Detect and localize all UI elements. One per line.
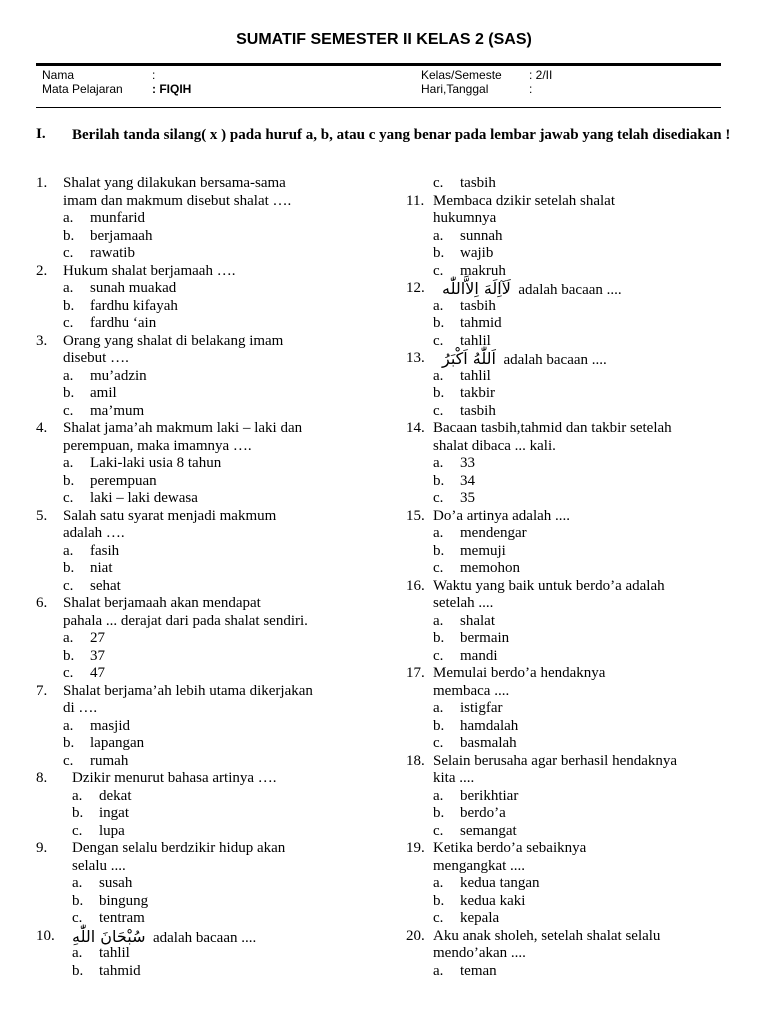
answer-option xyxy=(36,543,376,561)
option-letter: a. xyxy=(72,945,83,961)
option-text: bingung xyxy=(99,892,149,909)
question-number: 14. xyxy=(406,420,425,436)
question-line xyxy=(36,700,376,718)
mapel-value: : FIQIH xyxy=(152,82,192,96)
option-text: tasbih xyxy=(460,297,496,314)
option-text: masjid xyxy=(90,717,130,734)
option-text: tasbih xyxy=(460,402,496,419)
question-item xyxy=(36,683,376,701)
question-line xyxy=(36,525,376,543)
option-text: hamdalah xyxy=(460,717,519,734)
answer-option xyxy=(406,298,736,316)
question-item xyxy=(36,420,376,438)
question-text-continued: perempuan, maka imamnya …. xyxy=(63,437,252,454)
option-letter: a. xyxy=(433,875,444,891)
option-letter: c. xyxy=(433,822,444,839)
question-text: Dzikir menurut bahasa artinya …. xyxy=(72,770,277,786)
option-letter: c. xyxy=(63,490,74,506)
answer-option xyxy=(406,490,736,508)
section-number: I. xyxy=(36,126,46,142)
option-text: Laki-laki usia 8 tahun xyxy=(90,455,222,471)
question-line xyxy=(406,438,736,456)
option-text: memohon xyxy=(460,560,520,576)
question-text: Shalat yang dilakukan bersama-sama xyxy=(63,175,286,191)
question-text-continued: di …. xyxy=(63,700,98,716)
option-text: rumah xyxy=(90,752,129,769)
questions-left-column xyxy=(36,175,376,980)
option-letter: b. xyxy=(72,805,84,821)
option-letter: c. xyxy=(433,560,444,576)
option-letter: a. xyxy=(63,210,74,226)
answer-option xyxy=(406,245,736,263)
question-text: Memulai berdo’a hendaknya xyxy=(433,665,606,681)
answer-option xyxy=(406,385,736,403)
question-item xyxy=(406,665,736,683)
question-text-continued: imam dan makmum disebut shalat …. xyxy=(63,192,292,209)
option-text: fardhu ‘ain xyxy=(90,315,157,331)
option-letter: b. xyxy=(433,472,445,489)
option-letter: b. xyxy=(63,560,75,576)
question-item xyxy=(406,753,736,771)
question-text-suffix: adalah bacaan .... xyxy=(518,282,622,298)
option-letter: c. xyxy=(72,822,83,839)
option-text: bermain xyxy=(460,630,510,646)
answer-option xyxy=(406,735,736,753)
question-text-continued: membaca .... xyxy=(433,682,510,699)
option-letter: a. xyxy=(72,787,83,804)
answer-option xyxy=(36,578,376,596)
question-text-suffix: adalah bacaan .... xyxy=(152,929,257,946)
option-text: sehat xyxy=(90,577,121,594)
option-text: tahlil xyxy=(460,367,491,384)
question-number: 13. xyxy=(406,350,425,366)
answer-option xyxy=(406,560,736,578)
option-letter: a. xyxy=(433,367,444,384)
option-letter: c. xyxy=(433,647,444,664)
option-text: perempuan xyxy=(90,472,157,489)
answer-option xyxy=(36,910,376,928)
question-text-continued: mengangkat .... xyxy=(433,857,526,874)
question-line xyxy=(36,193,376,211)
option-letter: a. xyxy=(433,297,444,314)
answer-option xyxy=(406,875,736,893)
nama-value: : xyxy=(152,68,156,82)
option-letter: c. xyxy=(63,402,74,419)
question-number: 2. xyxy=(36,262,48,279)
answer-option xyxy=(406,788,736,806)
question-text-continued: disebut …. xyxy=(63,350,129,366)
question-item xyxy=(406,350,736,368)
question-number: 10. xyxy=(36,927,55,944)
option-letter: b. xyxy=(433,315,445,331)
option-text: 47 xyxy=(90,665,105,681)
question-text-continued: mendo’akan .... xyxy=(433,945,526,961)
answer-option xyxy=(406,315,736,333)
answer-option xyxy=(36,403,376,421)
question-text-continued: adalah …. xyxy=(63,525,125,541)
page-title: SUMATIF SEMESTER II KELAS 2 (SAS) xyxy=(236,31,532,48)
option-letter: b. xyxy=(433,542,445,559)
answer-option xyxy=(36,665,376,683)
answer-option xyxy=(36,280,376,298)
question-line xyxy=(406,595,736,613)
option-text: fardhu kifayah xyxy=(90,297,178,314)
answer-option xyxy=(36,963,376,981)
option-letter: c. xyxy=(63,245,74,261)
question-number: 17. xyxy=(406,665,425,681)
question-text-continued: pahala ... derajat dari pada shalat sendiri. xyxy=(63,612,308,629)
option-text: amil xyxy=(90,385,117,401)
question-text: Waktu yang baik untuk berdo’a adalah xyxy=(433,577,665,594)
option-letter: a. xyxy=(63,280,74,296)
option-letter: c. xyxy=(433,910,444,926)
option-letter: a. xyxy=(63,717,74,734)
question-line xyxy=(406,770,736,788)
question-text: Hukum shalat berjamaah …. xyxy=(63,262,236,279)
option-letter: b. xyxy=(72,962,84,979)
option-text: ma’mum xyxy=(90,402,145,419)
option-letter: c. xyxy=(63,315,74,331)
option-text: fasih xyxy=(90,542,120,559)
question-item xyxy=(36,770,376,788)
option-text: ingat xyxy=(99,805,129,821)
question-item xyxy=(406,420,736,438)
option-letter: a. xyxy=(433,962,444,979)
option-letter: c. xyxy=(433,262,444,279)
option-letter: c. xyxy=(433,402,444,419)
question-line xyxy=(406,858,736,876)
answer-option xyxy=(406,700,736,718)
question-item xyxy=(36,175,376,193)
question-text: Do’a artinya adalah .... xyxy=(433,507,571,524)
option-letter: b. xyxy=(63,647,75,664)
question-line xyxy=(406,683,736,701)
option-text: tahmid xyxy=(460,315,502,331)
question-item xyxy=(36,595,376,613)
question-number: 7. xyxy=(36,682,48,699)
question-number: 4. xyxy=(36,420,48,436)
option-letter: a. xyxy=(433,612,444,629)
kelas-label: Kelas/Semeste xyxy=(421,68,502,82)
question-text: Ketika berdo’a sebaiknya xyxy=(433,840,587,856)
answer-option xyxy=(36,630,376,648)
question-text-continued: setelah .... xyxy=(433,595,494,611)
question-number: 15. xyxy=(406,507,425,524)
answer-option xyxy=(36,753,376,771)
option-letter: c. xyxy=(63,752,74,769)
question-text-continued: selalu .... xyxy=(72,857,126,874)
answer-option xyxy=(36,245,376,263)
question-line xyxy=(36,858,376,876)
answer-option xyxy=(406,630,736,648)
question-text-continued: shalat dibaca ... kali. xyxy=(433,437,556,454)
option-letter: a. xyxy=(63,367,74,384)
option-text: tahlil xyxy=(460,332,491,349)
option-text: 34 xyxy=(460,472,475,489)
question-line xyxy=(36,438,376,456)
answer-option xyxy=(406,455,736,473)
answer-option xyxy=(406,333,736,351)
option-text: sunnah xyxy=(460,227,503,244)
option-text: berdo’a xyxy=(460,805,506,821)
answer-option xyxy=(36,718,376,736)
option-text: tasbih xyxy=(460,175,496,191)
option-letter: a. xyxy=(433,227,444,244)
option-letter: a. xyxy=(63,455,74,471)
answer-option xyxy=(406,823,736,841)
option-text: kedua kaki xyxy=(460,892,526,909)
option-text: makruh xyxy=(460,262,506,279)
kelas-value: : 2/II xyxy=(529,68,553,82)
questions-right-column xyxy=(406,175,736,980)
option-letter: a. xyxy=(72,875,83,891)
question-item xyxy=(36,508,376,526)
answer-option xyxy=(406,718,736,736)
answer-option xyxy=(406,613,736,631)
question-item xyxy=(406,508,736,526)
answer-option xyxy=(406,263,736,281)
option-text: berjamaah xyxy=(90,227,153,244)
arabic-text: سُبْحَانَ اللّٰهِ xyxy=(72,926,146,946)
answer-option xyxy=(36,315,376,333)
answer-option xyxy=(36,473,376,491)
option-text: semangat xyxy=(460,822,517,839)
header-divider-top xyxy=(36,63,721,66)
question-text: Salah satu syarat menjadi makmum xyxy=(63,507,277,524)
arabic-text: لَآاِلَهَ اِلاَّاللّٰه xyxy=(442,279,511,298)
question-text-continued: hukumnya xyxy=(433,210,497,226)
option-text: takbir xyxy=(460,385,495,401)
answer-option xyxy=(406,893,736,911)
answer-option xyxy=(406,963,736,981)
option-letter: c. xyxy=(63,665,74,681)
option-letter: c. xyxy=(433,175,444,191)
answer-option xyxy=(406,368,736,386)
option-text: 37 xyxy=(90,647,105,664)
hari-value: : xyxy=(529,82,533,96)
question-line xyxy=(36,350,376,368)
question-item xyxy=(36,263,376,281)
question-number: 19. xyxy=(406,840,425,856)
option-text: munfarid xyxy=(90,210,145,226)
question-text: Orang yang shalat di belakang imam xyxy=(63,332,284,349)
question-number: 3. xyxy=(36,332,48,349)
question-number: 9. xyxy=(36,840,48,856)
question-text: Dengan selalu berdzikir hidup akan xyxy=(72,840,286,856)
option-text: mu’adzin xyxy=(90,367,147,384)
question-item xyxy=(36,928,376,946)
option-letter: b. xyxy=(433,892,445,909)
question-text: Aku anak sholeh, setelah shalat selalu xyxy=(433,927,661,944)
answer-option xyxy=(406,473,736,491)
option-text: lupa xyxy=(99,822,125,839)
question-item xyxy=(36,840,376,858)
question-text-suffix: adalah bacaan .... xyxy=(503,352,607,368)
option-letter: b. xyxy=(63,472,75,489)
answer-option xyxy=(406,648,736,666)
option-text: berikhtiar xyxy=(460,787,519,804)
answer-option xyxy=(406,403,736,421)
question-number: 1. xyxy=(36,175,48,191)
option-text: sunah muakad xyxy=(90,280,177,296)
answer-option xyxy=(406,543,736,561)
question-number: 16. xyxy=(406,577,425,594)
option-letter: c. xyxy=(72,910,83,926)
answer-option xyxy=(36,385,376,403)
answer-option xyxy=(36,490,376,508)
option-letter: a. xyxy=(433,525,444,541)
arabic-text: اَللّٰهُ اَكْبَرُ xyxy=(442,349,496,368)
option-letter: b. xyxy=(63,735,75,751)
option-text: dekat xyxy=(99,787,132,804)
option-letter: c. xyxy=(63,577,74,594)
question-item xyxy=(406,928,736,946)
answer-option xyxy=(406,175,736,193)
answer-option xyxy=(36,560,376,578)
answer-option xyxy=(36,368,376,386)
answer-option xyxy=(36,805,376,823)
question-text: Shalat jama’ah makmum laki – laki dan xyxy=(63,420,303,436)
answer-option xyxy=(406,228,736,246)
question-line xyxy=(406,210,736,228)
answer-option xyxy=(36,210,376,228)
section-instruction: Berilah tanda silang( x ) pada huruf a, b, atau c yang benar pada lembar jawab yang telah disediakan ! xyxy=(72,127,731,143)
answer-option xyxy=(36,735,376,753)
question-text: Shalat berjamaah akan mendapat xyxy=(63,595,261,611)
answer-option xyxy=(36,455,376,473)
option-letter: b. xyxy=(72,892,84,909)
option-letter: b. xyxy=(433,717,445,734)
nama-label: Nama xyxy=(42,68,75,82)
option-letter: a. xyxy=(63,542,74,559)
option-text: tahlil xyxy=(99,945,130,961)
answer-option xyxy=(36,945,376,963)
option-text: mandi xyxy=(460,647,498,664)
mapel-label: Mata Pelajaran xyxy=(42,82,123,96)
question-number: 20. xyxy=(406,927,425,944)
option-text: 33 xyxy=(460,455,475,471)
answer-option xyxy=(36,228,376,246)
option-text: tentram xyxy=(99,910,145,926)
question-item xyxy=(406,840,736,858)
question-text: Selain berusaha agar berhasil hendaknya xyxy=(433,752,678,769)
option-text: niat xyxy=(90,560,113,576)
option-letter: c. xyxy=(433,490,444,506)
option-letter: a. xyxy=(433,787,444,804)
option-text: kepala xyxy=(460,910,500,926)
option-text: rawatib xyxy=(90,245,135,261)
option-text: 35 xyxy=(460,490,475,506)
question-text: Shalat berjama’ah lebih utama dikerjakan xyxy=(63,682,313,699)
option-letter: b. xyxy=(63,227,75,244)
question-item xyxy=(406,280,736,298)
option-text: 27 xyxy=(90,630,105,646)
question-line xyxy=(36,613,376,631)
option-text: shalat xyxy=(460,612,495,629)
header-divider-bottom xyxy=(36,107,721,108)
question-number: 8. xyxy=(36,770,48,786)
question-number: 18. xyxy=(406,752,425,769)
option-letter: b. xyxy=(63,385,75,401)
option-text: tahmid xyxy=(99,962,141,979)
option-letter: c. xyxy=(433,735,444,751)
option-letter: b. xyxy=(433,805,445,821)
question-text: Bacaan tasbih,tahmid dan takbir setelah xyxy=(433,420,672,436)
answer-option xyxy=(36,893,376,911)
option-letter: b. xyxy=(433,630,445,646)
option-text: kedua tangan xyxy=(460,875,540,891)
option-letter: b. xyxy=(63,297,75,314)
question-item xyxy=(406,578,736,596)
option-text: lapangan xyxy=(90,735,145,751)
answer-option xyxy=(406,910,736,928)
question-item xyxy=(406,193,736,211)
option-letter: b. xyxy=(433,385,445,401)
option-letter: c. xyxy=(433,332,444,349)
option-text: mendengar xyxy=(460,525,527,541)
question-number: 12. xyxy=(406,280,425,296)
question-number: 6. xyxy=(36,595,48,611)
option-text: istigfar xyxy=(460,700,503,716)
hari-label: Hari,Tanggal xyxy=(421,82,489,96)
question-number: 5. xyxy=(36,507,48,524)
answer-option xyxy=(36,788,376,806)
option-text: laki – laki dewasa xyxy=(90,490,198,506)
answer-option xyxy=(36,298,376,316)
option-text: memuji xyxy=(460,542,506,559)
option-text: susah xyxy=(99,875,133,891)
answer-option xyxy=(36,823,376,841)
question-text: Membaca dzikir setelah shalat xyxy=(433,192,616,209)
question-text-continued: kita .... xyxy=(433,770,475,786)
question-number: 11. xyxy=(406,192,425,209)
answer-option xyxy=(406,805,736,823)
option-text: teman xyxy=(460,962,497,979)
option-letter: b. xyxy=(433,245,445,261)
option-letter: a. xyxy=(63,630,74,646)
option-letter: a. xyxy=(433,700,444,716)
option-letter: a. xyxy=(433,455,444,471)
option-text: basmalah xyxy=(460,735,517,751)
question-item xyxy=(36,333,376,351)
answer-option xyxy=(36,875,376,893)
question-line xyxy=(406,945,736,963)
answer-option xyxy=(406,525,736,543)
answer-option xyxy=(36,648,376,666)
option-text: wajib xyxy=(460,245,494,261)
